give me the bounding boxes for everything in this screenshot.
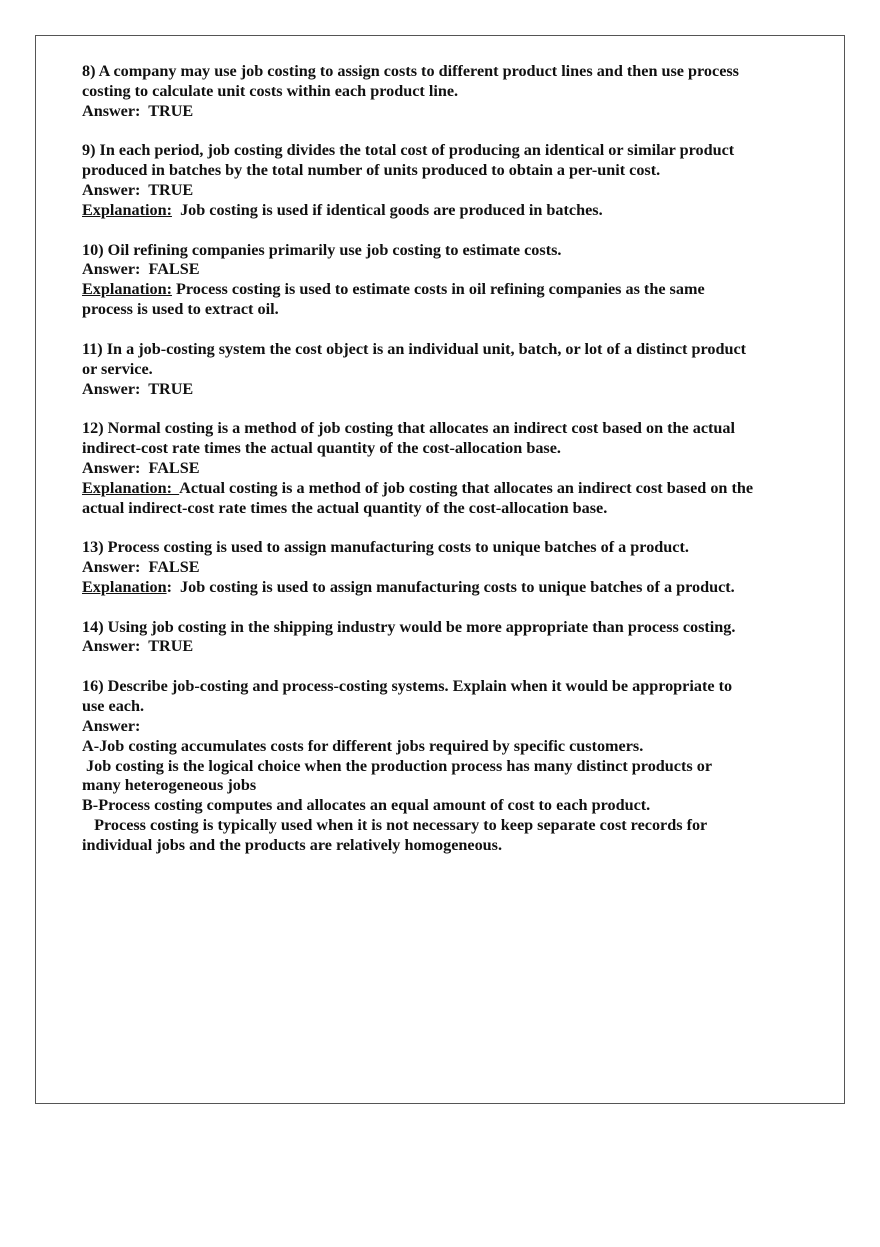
answer-text: Answer: FALSE bbox=[82, 558, 200, 577]
answer-text: Answer: TRUE bbox=[82, 379, 194, 398]
question-text: use each. bbox=[82, 697, 145, 715]
explanation-text: process is used to extract oil. bbox=[82, 300, 279, 319]
explanation-text: : Job costing is used to assign manufacturing costs to unique batches of a product. bbox=[166, 577, 735, 596]
answer-detail: individual jobs and the products are relatively homogeneous. bbox=[82, 835, 503, 854]
explanation-text: Actual costing is a method of job costing that allocates an indirect cost based on the bbox=[179, 478, 754, 497]
answer-detail: Job costing is the logical choice when the production process has many distinct products or bbox=[82, 756, 712, 775]
question-text: 9) In each period, job costing divides the total cost of producing an identical or similar product bbox=[82, 141, 735, 160]
question-text: 14) Using job costing in the shipping industry would be more appropriate than process costing. bbox=[82, 617, 736, 636]
explanation-line bbox=[82, 300, 842, 320]
explanation-line bbox=[82, 201, 842, 221]
answer-text: Answer: TRUE bbox=[82, 637, 194, 656]
answer-detail: B-Process costing computes and allocates an equal amount of cost to each product. bbox=[82, 796, 651, 815]
question-block bbox=[82, 618, 842, 658]
answer-detail: A-Job costing accumulates costs for different jobs required by specific customers. bbox=[82, 736, 644, 755]
explanation-label: Explanation: bbox=[82, 200, 172, 219]
question-text: 13) Process costing is used to assign manufacturing costs to unique batches of a product. bbox=[82, 538, 689, 557]
question-text: 12) Normal costing is a method of job costing that allocates an indirect cost based on the actual bbox=[82, 419, 736, 438]
question-text: 11) In a job-costing system the cost object is an individual unit, batch, or lot of a distinct product bbox=[82, 339, 747, 358]
answer-text: Answer: FALSE bbox=[82, 458, 200, 477]
question-block bbox=[82, 141, 842, 220]
answer-detail: many heterogeneous jobs bbox=[82, 776, 257, 795]
question-text: indirect-cost rate times the actual quantity of the cost-allocation base. bbox=[82, 439, 561, 458]
answer-text: Answer: TRUE bbox=[82, 101, 194, 120]
question-block bbox=[82, 419, 842, 518]
explanation-label: Explanation: bbox=[82, 478, 180, 497]
document-content bbox=[82, 62, 842, 876]
answer-text: Answer: bbox=[82, 716, 141, 735]
explanation-text: actual indirect-cost rate times the actual quantity of the cost-allocation base. bbox=[82, 498, 608, 517]
explanation-line bbox=[82, 479, 842, 499]
question-block bbox=[82, 241, 842, 320]
question-block bbox=[82, 62, 842, 122]
question-text: produced in batches by the total number of units produced to obtain a per-unit cost. bbox=[82, 161, 661, 180]
explanation-text: Process costing is used to estimate costs in oil refining companies as the same bbox=[171, 280, 705, 299]
question-text: 16) Describe job-costing and process-costing systems. Explain when it would be appropriate to bbox=[82, 677, 733, 696]
question-block bbox=[82, 340, 842, 400]
answer-text: Answer: TRUE bbox=[82, 181, 194, 200]
question-text: or service. bbox=[82, 359, 153, 378]
explanation-line bbox=[82, 578, 842, 598]
explanation-label: Explanation: bbox=[82, 280, 172, 299]
question-text: costing to calculate unit costs within each product line. bbox=[82, 81, 459, 100]
answer-detail: Process costing is typically used when it is not necessary to keep separate cost records for bbox=[82, 816, 708, 835]
answer-text: Answer: FALSE bbox=[82, 260, 200, 279]
question-block bbox=[82, 677, 842, 856]
explanation-label: Explanation bbox=[82, 577, 167, 596]
explanation-line bbox=[82, 499, 842, 519]
question-text: 8) A company may use job costing to assign costs to different product lines and then use process bbox=[82, 62, 739, 80]
question-text: 10) Oil refining companies primarily use job costing to estimate costs. bbox=[82, 240, 562, 259]
question-block bbox=[82, 538, 842, 598]
explanation-text: Job costing is used if identical goods are produced in batches. bbox=[171, 200, 603, 219]
explanation-line bbox=[82, 280, 842, 300]
